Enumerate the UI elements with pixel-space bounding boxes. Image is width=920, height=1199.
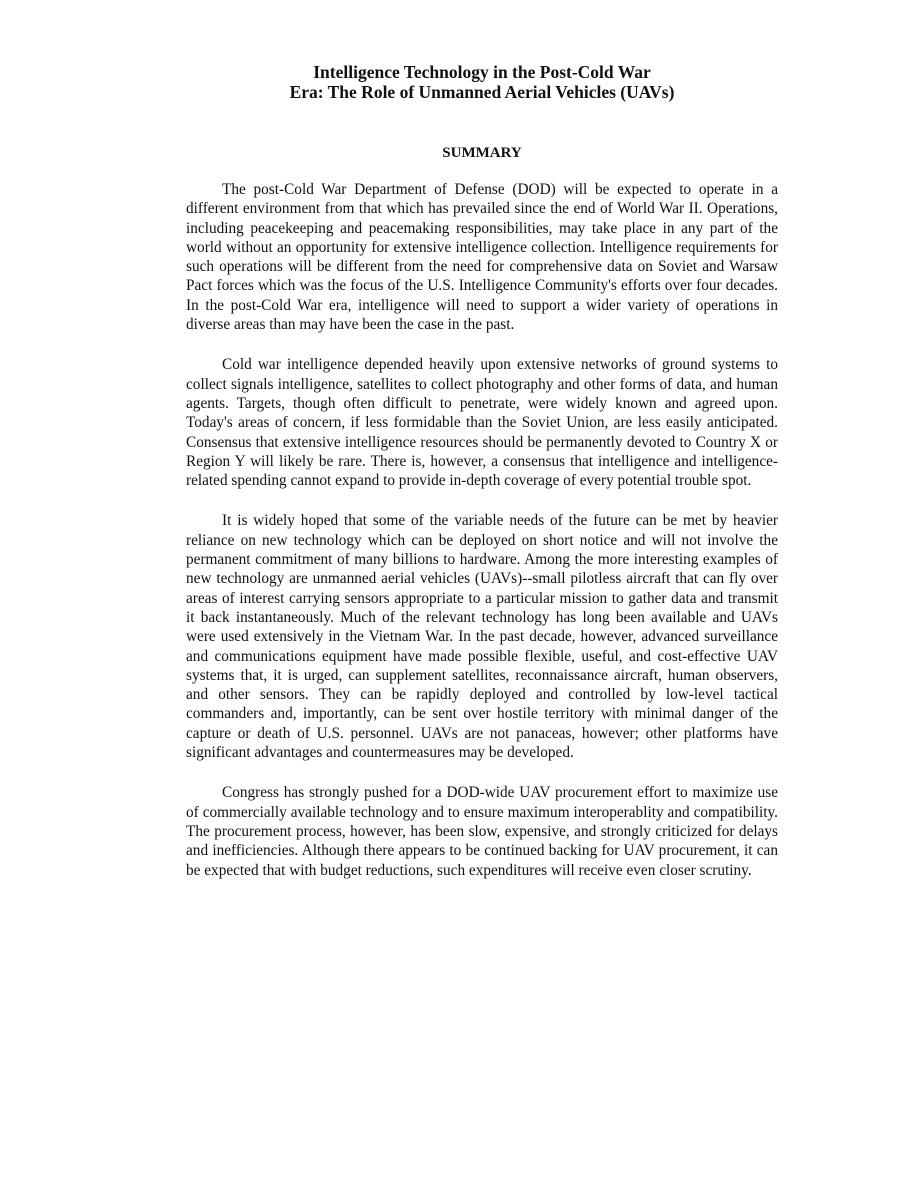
summary-paragraph-2: Cold war intelligence depended heavily upon extensive networks of ground systems to collect signals intelligence, satellites to collect photography and other forms of data, and human agents. Targets, though often difficult to penetrate, were widely known and agreed upon. Today's areas of concern, if less formidable than the Soviet Union, are less easily anticipated. Consensus that extensive intelligence resources should be permanently devoted to Country X or Region Y will likely be rare. There is, however, a consensus that intelligence and intelligence-related spending cannot expand to provide in-depth coverage of every potential trouble spot. — [186, 356, 778, 490]
summary-paragraph-4: Congress has strongly pushed for a DOD-wide UAV procurement effort to maximize use of commercially available technology and to ensure maximum interoperablity and compatibility. The procurement process, however, has been slow, expensive, and strongly criticized for delays and inefficiencies. Although there appears to be continued backing for UAV procurement, it can be expected that with budget reductions, such expenditures will receive even closer scrutiny. — [186, 784, 778, 879]
title-line-1: Intelligence Technology in the Post-Cold War — [313, 62, 651, 82]
title-line-2: Era: The Role of Unmanned Aerial Vehicles (UAVs) — [289, 82, 675, 102]
section-heading: SUMMARY — [442, 145, 522, 161]
summary-paragraph-3: It is widely hoped that some of the variable needs of the future can be met by heavier reliance on new technology which can be deployed on short notice and will not involve the permanent commitment of many billions to hardware. Among the more interesting examples of new technology are unmanned aerial vehicles (UAVs)--small pilotless aircraft that can fly over areas of interest carrying sensors appropriate to a particular mission to gather data and transmit it back instantaneously. Much of the relevant technology has long been available and UAVs were used extensively in the Vietnam War. In the past decade, however, advanced surveillance and communications equipment have made possible flexible, useful, and cost-effective UAV systems that, it is urged, can supplement satellites, reconnaissance aircraft, human observers, and other sensors. They can be rapidly deployed and controlled by low-level tactical commanders and, importantly, can be sent over hostile territory with minimal danger of the capture or death of U.S. personnel. UAVs are not panaceas, however; other platforms have significant advantages and countermeasures may be developed. — [186, 512, 778, 762]
document-page — [186, 62, 778, 901]
summary-paragraph-1: The post-Cold War Department of Defense (DOD) will be expected to operate in a different environment from that which has prevailed since the end of World War II. Operations, including peacekeeping and peacemaking responsibilities, may take place in any part of the world without an opportunity for extensive intelligence collection. Intelligence requirements for such operations will be different from the need for comprehensive data on Soviet and Warsaw Pact forces which was the focus of the U.S. Intelligence Community's efforts over four decades. In the post-Cold War era, intelligence will need to support a wider variety of operations in diverse areas than may have been the case in the past. — [186, 181, 778, 334]
document-title — [186, 62, 778, 102]
